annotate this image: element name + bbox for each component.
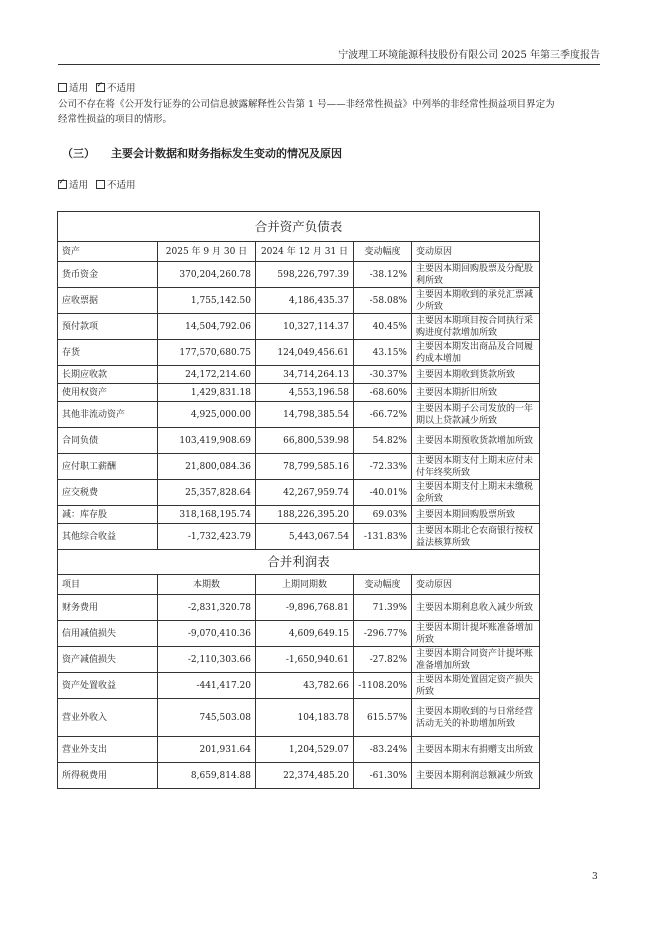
prior-value: 5,443,067.54 xyxy=(256,524,354,550)
column-header: 变动原因 xyxy=(412,575,540,595)
section-heading xyxy=(62,145,342,161)
item-name: 应交税费 xyxy=(58,480,158,506)
item-name: 合同负债 xyxy=(58,428,158,454)
change-reason: 主要因本期处置固定资产损失所致 xyxy=(412,673,540,699)
change-reason: 主要因本期计提坏账准备增加所致 xyxy=(412,621,540,647)
change-reason: 主要因本期支付上期末应付未付年终奖所致 xyxy=(412,454,540,480)
income-statement-row xyxy=(58,647,540,673)
change-reason: 主要因本期项目按合同执行采购进度付款增加所致 xyxy=(412,314,540,340)
balance-sheet-header-row xyxy=(58,242,540,262)
column-header: 2024 年 12 月 31 日 xyxy=(256,242,354,262)
change-rate: -38.12% xyxy=(354,262,412,288)
current-value: 1,429,831.18 xyxy=(158,384,256,402)
balance-sheet-row xyxy=(58,428,540,454)
current-value: -2,831,320.78 xyxy=(158,595,256,621)
column-header: 资产 xyxy=(58,242,158,262)
column-header: 2025 年 9 月 30 日 xyxy=(158,242,256,262)
balance-sheet-row xyxy=(58,480,540,506)
section-title: 主要会计数据和财务指标发生变动的情况及原因 xyxy=(111,147,342,160)
page-header: 宁波理工环境能源科技股份有限公司 2025 年第三季度报告 xyxy=(58,46,600,65)
current-value: 1,755,142.50 xyxy=(158,288,256,314)
current-value: 25,357,828.64 xyxy=(158,480,256,506)
change-reason: 主要因本期末有捐赠支出所致 xyxy=(412,737,540,763)
item-name: 资产处置收益 xyxy=(58,673,158,699)
statement-line-1: 公司不存在将《公开发行证券的公司信息披露解释性公告第 1 号——非经常性损益》中列举的非经常性损益项目界定为 xyxy=(58,99,555,110)
checkbox-not-applicable xyxy=(96,180,105,189)
prior-value: 104,183.78 xyxy=(256,699,354,737)
column-header: 变动幅度 xyxy=(354,242,412,262)
current-value: 24,172,214.60 xyxy=(158,366,256,384)
option-not-applicable-label: 不适用 xyxy=(107,180,136,191)
checkbox-not-applicable-checked xyxy=(96,83,105,92)
current-value: 318,168,195.74 xyxy=(158,506,256,524)
item-name: 应收票据 xyxy=(58,288,158,314)
change-rate: -72.33% xyxy=(354,454,412,480)
prior-value: 14,798,385.54 xyxy=(256,402,354,428)
non-recurring-statement xyxy=(58,97,588,127)
income-statement-row xyxy=(58,673,540,699)
item-name: 财务费用 xyxy=(58,595,158,621)
balance-sheet-row xyxy=(58,506,540,524)
item-name: 其他综合收益 xyxy=(58,524,158,550)
change-rate: 40.45% xyxy=(354,314,412,340)
prior-value: 66,800,539.98 xyxy=(256,428,354,454)
item-name: 营业外收入 xyxy=(58,699,158,737)
item-name: 使用权资产 xyxy=(58,384,158,402)
change-reason: 主要因本期折旧所致 xyxy=(412,384,540,402)
change-rate: 615.57% xyxy=(354,699,412,737)
item-name: 信用减值损失 xyxy=(58,621,158,647)
income-statement-row xyxy=(58,699,540,737)
prior-value: 42,267,959.74 xyxy=(256,480,354,506)
prior-value: 124,049,456.61 xyxy=(256,340,354,366)
prior-value: 78,799,585.16 xyxy=(256,454,354,480)
balance-sheet-row xyxy=(58,340,540,366)
change-rate: 54.82% xyxy=(354,428,412,454)
item-name: 所得税费用 xyxy=(58,763,158,789)
balance-sheet-row xyxy=(58,384,540,402)
item-name: 减：库存股 xyxy=(58,506,158,524)
change-reason: 主要因本期回购股票所致 xyxy=(412,506,540,524)
current-value: -441,417.20 xyxy=(158,673,256,699)
prior-value: 598,226,797.39 xyxy=(256,262,354,288)
income-statement-title: 合并利润表 xyxy=(58,550,540,575)
change-reason: 主要因本期收到的与日常经营活动无关的补助增加所致 xyxy=(412,699,540,737)
change-reason: 主要因本期合同资产计提坏账准备增加所致 xyxy=(412,647,540,673)
change-rate: 71.39% xyxy=(354,595,412,621)
checkbox-applicable-checked xyxy=(58,180,67,189)
checkbox-applicable xyxy=(58,83,67,92)
change-rate: 43.15% xyxy=(354,340,412,366)
current-value: -9,070,410.36 xyxy=(158,621,256,647)
section-number: （三） xyxy=(62,147,95,160)
current-value: -1,732,423.79 xyxy=(158,524,256,550)
prior-value: -9,896,768.81 xyxy=(256,595,354,621)
balance-sheet-title-row xyxy=(58,212,540,242)
balance-sheet-title: 合并资产负债表 xyxy=(58,212,540,242)
prior-value: 188,226,395.20 xyxy=(256,506,354,524)
prior-value: 34,714,264.13 xyxy=(256,366,354,384)
current-value: 14,504,792.06 xyxy=(158,314,256,340)
current-value: 177,570,680.75 xyxy=(158,340,256,366)
change-rate: -83.24% xyxy=(354,737,412,763)
column-header: 上期同期数 xyxy=(256,575,354,595)
current-value: 4,925,000.00 xyxy=(158,402,256,428)
change-rate: -27.82% xyxy=(354,647,412,673)
item-name: 预付款项 xyxy=(58,314,158,340)
prior-value: 4,553,196.58 xyxy=(256,384,354,402)
change-rate: -30.37% xyxy=(354,366,412,384)
prior-value: -1,650,940.61 xyxy=(256,647,354,673)
income-statement-row xyxy=(58,621,540,647)
item-name: 长期应收款 xyxy=(58,366,158,384)
prior-value: 4,609,649.15 xyxy=(256,621,354,647)
column-header: 变动原因 xyxy=(412,242,540,262)
change-reason: 主要因本期收到的承兑汇票减少所致 xyxy=(412,288,540,314)
change-rate: -296.77% xyxy=(354,621,412,647)
item-name: 资产减值损失 xyxy=(58,647,158,673)
option-applicable-label: 适用 xyxy=(69,180,89,191)
balance-sheet-row xyxy=(58,288,540,314)
current-value: 745,503.08 xyxy=(158,699,256,737)
income-statement-row xyxy=(58,737,540,763)
income-statement-row xyxy=(58,595,540,621)
financial-changes-table xyxy=(57,211,540,789)
change-reason: 主要因本期北仑农商银行按权益法核算所致 xyxy=(412,524,540,550)
change-reason: 主要因本期利息收入减少所致 xyxy=(412,595,540,621)
current-value: 21,800,084.36 xyxy=(158,454,256,480)
column-header: 项目 xyxy=(58,575,158,595)
change-rate: -61.30% xyxy=(354,763,412,789)
change-rate: 69.03% xyxy=(354,506,412,524)
change-reason: 主要因本期回购股票及分配股利所致 xyxy=(412,262,540,288)
change-rate: -40.01% xyxy=(354,480,412,506)
income-statement-header-row xyxy=(58,575,540,595)
option-applicable-label: 适用 xyxy=(69,83,89,94)
change-reason: 主要因本期子公司发放的一年期以上贷款减少所致 xyxy=(412,402,540,428)
current-value: 103,419,908.69 xyxy=(158,428,256,454)
change-reason: 主要因本期利润总额减少所致 xyxy=(412,763,540,789)
column-header: 变动幅度 xyxy=(354,575,412,595)
statement-line-2: 经常性损益的项目的情形。 xyxy=(58,114,173,125)
option-not-applicable-label: 不适用 xyxy=(107,83,136,94)
applicability-option-1 xyxy=(58,80,136,94)
change-reason: 主要因本期发出商品及合同履约成本增加 xyxy=(412,340,540,366)
item-name: 应付职工薪酬 xyxy=(58,454,158,480)
item-name: 其他非流动资产 xyxy=(58,402,158,428)
change-rate: -66.72% xyxy=(354,402,412,428)
change-rate: -68.60% xyxy=(354,384,412,402)
column-header: 本期数 xyxy=(158,575,256,595)
change-reason: 主要因本期收到货款所致 xyxy=(412,366,540,384)
balance-sheet-row xyxy=(58,366,540,384)
prior-value: 10,327,114.37 xyxy=(256,314,354,340)
item-name: 营业外支出 xyxy=(58,737,158,763)
current-value: 8,659,814.88 xyxy=(158,763,256,789)
balance-sheet-row xyxy=(58,524,540,550)
current-value: 201,931.64 xyxy=(158,737,256,763)
change-rate: -131.83% xyxy=(354,524,412,550)
income-statement-row xyxy=(58,763,540,789)
prior-value: 43,782.66 xyxy=(256,673,354,699)
balance-sheet-row xyxy=(58,454,540,480)
change-reason: 主要因本期预收货款增加所致 xyxy=(412,428,540,454)
prior-value: 1,204,529.07 xyxy=(256,737,354,763)
item-name: 存货 xyxy=(58,340,158,366)
current-value: 370,204,260.78 xyxy=(158,262,256,288)
balance-sheet-row xyxy=(58,262,540,288)
current-value: -2,110,303.66 xyxy=(158,647,256,673)
prior-value: 4,186,435.37 xyxy=(256,288,354,314)
change-rate: -1108.20% xyxy=(354,673,412,699)
prior-value: 22,374,485.20 xyxy=(256,763,354,789)
balance-sheet-row xyxy=(58,314,540,340)
income-statement-title-row xyxy=(58,550,540,575)
change-rate: -58.08% xyxy=(354,288,412,314)
change-reason: 主要因本期支付上期末未缴税金所致 xyxy=(412,480,540,506)
balance-sheet-row xyxy=(58,402,540,428)
page-number: 3 xyxy=(592,872,598,882)
item-name: 货币资金 xyxy=(58,262,158,288)
applicability-option-2 xyxy=(58,177,136,191)
